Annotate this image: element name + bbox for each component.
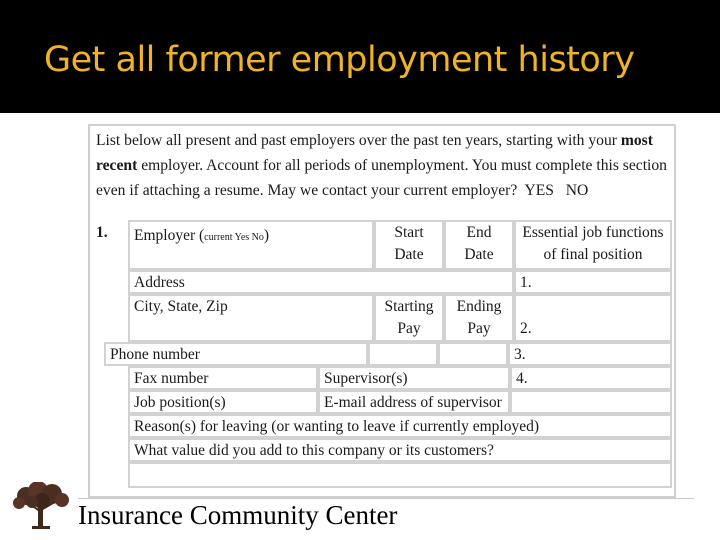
supervisor-email-field[interactable]: E-mail address of supervisor — [318, 390, 510, 414]
slide-title: Get all former employment history — [44, 40, 635, 80]
employer-current-hint: current Yes No — [204, 232, 264, 243]
entry-number: 1. — [90, 220, 128, 342]
instructions-part-1: List below all present and past employers over the past ten years, starting with your — [96, 132, 617, 149]
employer-label: Employer ( — [134, 227, 205, 244]
essential-functions-header: Essential job functions of final position — [514, 220, 672, 270]
phone-number-blank-1[interactable] — [368, 342, 438, 366]
ending-pay-field[interactable]: Ending Pay — [444, 294, 514, 342]
contact-yes-option[interactable]: YES — [524, 182, 554, 199]
value-added-field[interactable]: What value did you add to this company or its customers? — [128, 438, 672, 462]
employer-field[interactable] — [128, 220, 374, 270]
city-state-zip-field[interactable]: City, State, Zip — [128, 294, 374, 342]
contact-no-option[interactable]: NO — [565, 182, 589, 199]
address-field[interactable]: Address — [128, 270, 514, 294]
footer-divider — [78, 498, 694, 499]
job-position-field[interactable]: Job position(s) — [128, 390, 318, 414]
fax-number-field[interactable]: Fax number — [128, 366, 318, 390]
title-bar — [0, 0, 720, 113]
supervisor-field[interactable]: Supervisor(s) — [318, 366, 510, 390]
reason-for-leaving-field[interactable]: Reason(s) for leaving (or wanting to leave if currently employed) — [128, 414, 672, 438]
essential-function-3[interactable]: 3. — [508, 342, 672, 366]
phone-number-blank-2[interactable] — [438, 342, 508, 366]
employment-history-form — [88, 124, 676, 498]
end-date-field[interactable]: End Date — [444, 220, 514, 270]
value-added-answer[interactable] — [128, 462, 672, 488]
essential-function-2[interactable]: 2. — [514, 294, 672, 342]
essential-function-1[interactable]: 1. — [514, 270, 672, 294]
starting-pay-field[interactable]: Starting Pay — [374, 294, 444, 342]
job-position-blank[interactable] — [510, 390, 672, 414]
form-instructions — [96, 128, 672, 203]
instructions-bold: most recent — [96, 132, 653, 174]
employer-label-close: ) — [263, 227, 270, 244]
tree-logo-icon — [8, 482, 76, 532]
company-name: Insurance Community Center — [78, 500, 398, 530]
start-date-field[interactable]: Start Date — [374, 220, 444, 270]
instructions-part-2: employer. Account for all periods of unemployment. You must complete this section even if attaching a resume. May we contact your current employer? — [96, 157, 667, 199]
phone-number-field[interactable]: Phone number — [104, 342, 368, 366]
essential-function-4[interactable]: 4. — [510, 366, 672, 390]
